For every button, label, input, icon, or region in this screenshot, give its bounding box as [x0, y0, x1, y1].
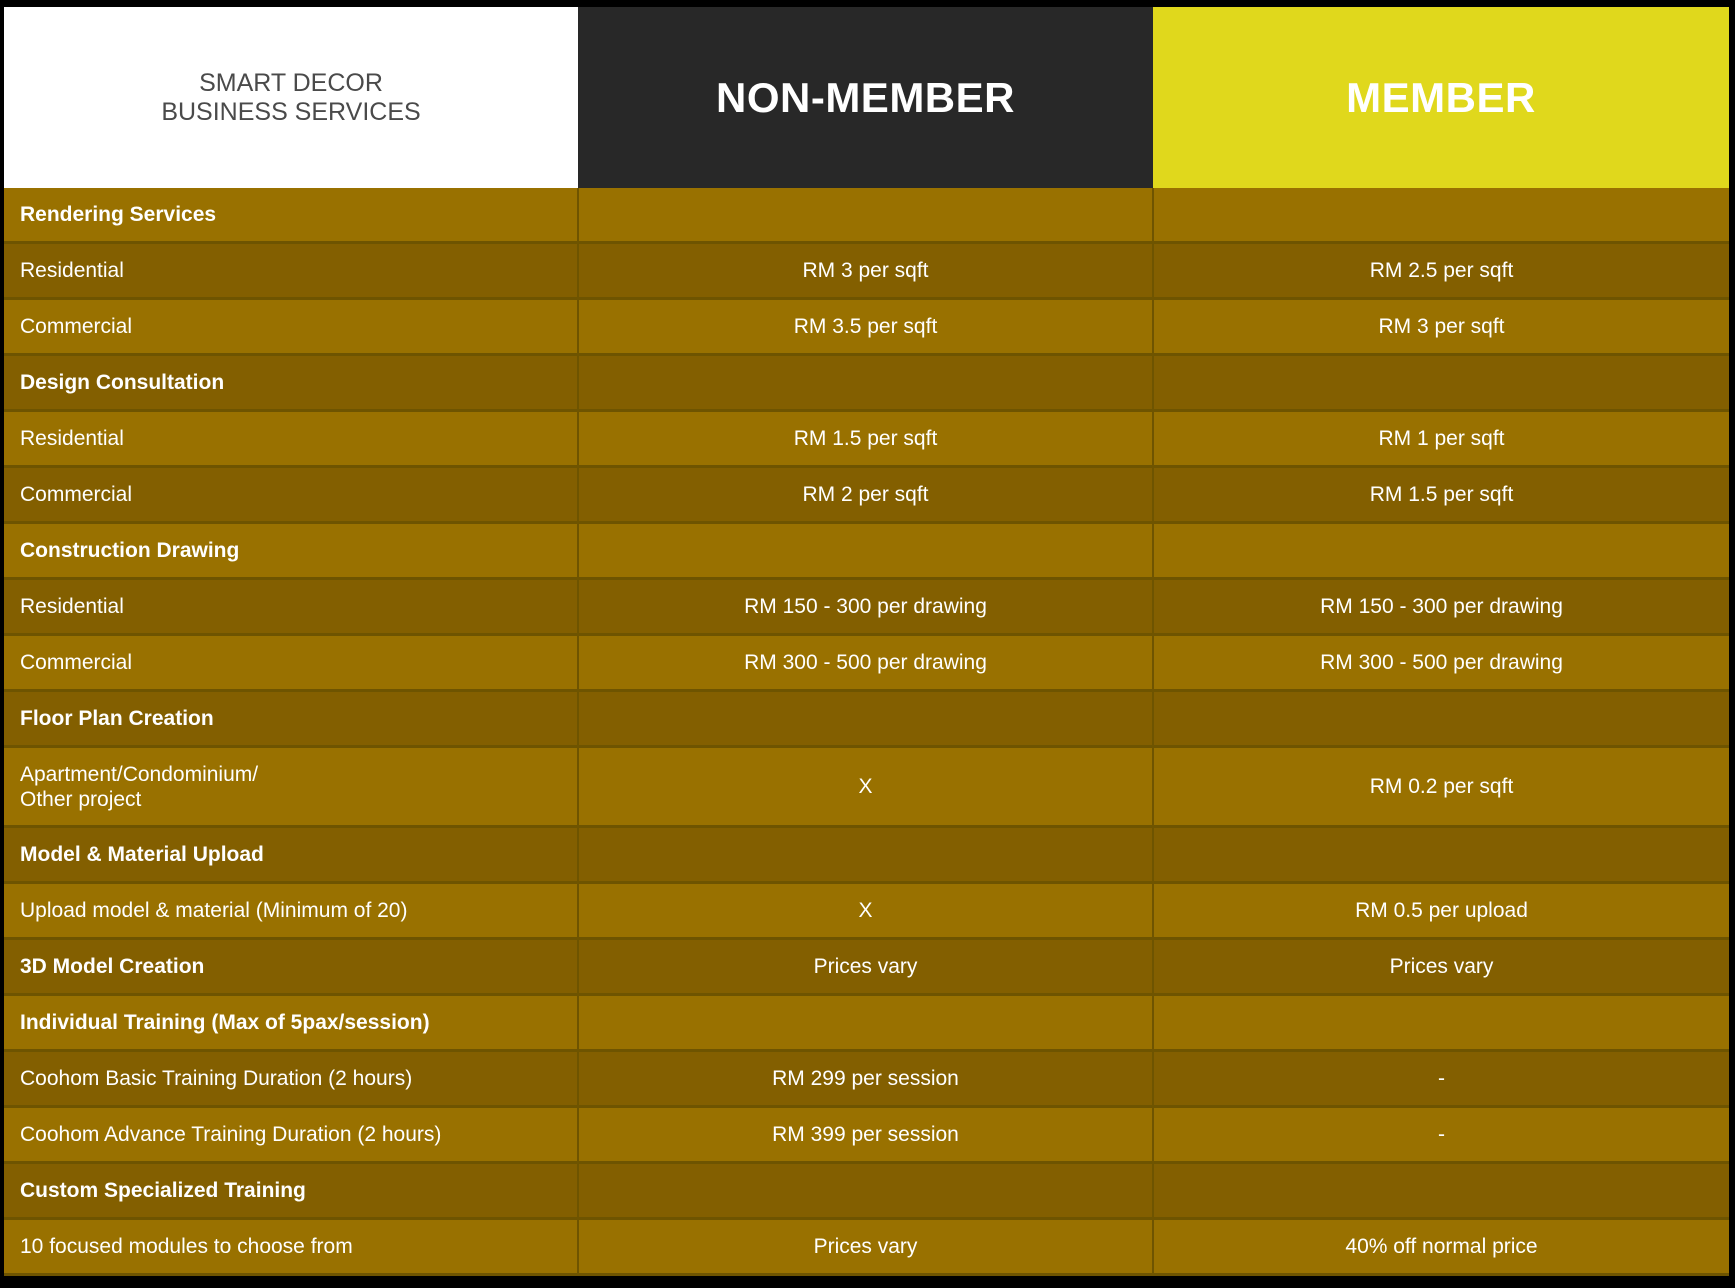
non-member-price [578, 691, 1153, 747]
table-row [4, 1107, 1729, 1163]
member-price [1153, 355, 1729, 411]
member-header: MEMBER [1153, 7, 1729, 188]
member-price: - [1153, 1051, 1729, 1107]
section-label: Custom Specialized Training [4, 1163, 578, 1219]
section-row [4, 188, 1729, 243]
member-price: RM 1.5 per sqft [1153, 467, 1729, 523]
table-row [4, 299, 1729, 355]
section-label: Individual Training (Max of 5pax/session) [4, 995, 578, 1051]
non-member-price: Prices vary [578, 1219, 1153, 1275]
table-row [4, 1219, 1729, 1275]
non-member-price [578, 1163, 1153, 1219]
member-price [1153, 523, 1729, 579]
service-label: Residential [4, 579, 578, 635]
service-label: Commercial [4, 299, 578, 355]
section-label: Rendering Services [4, 188, 578, 243]
member-price [1153, 827, 1729, 883]
section-row [4, 355, 1729, 411]
member-price: RM 0.2 per sqft [1153, 747, 1729, 827]
service-label: Upload model & material (Minimum of 20) [4, 883, 578, 939]
non-member-header: NON-MEMBER [578, 7, 1153, 188]
member-price: 40% off normal price [1153, 1219, 1729, 1275]
member-price: RM 1 per sqft [1153, 411, 1729, 467]
section-row [4, 827, 1729, 883]
member-price [1153, 995, 1729, 1051]
brand-line-1: SMART DECOR [199, 68, 383, 97]
non-member-price: Prices vary [578, 939, 1153, 995]
table-row [4, 467, 1729, 523]
table-row [4, 747, 1729, 827]
table-row [4, 883, 1729, 939]
header-row [4, 7, 1729, 188]
member-price: Prices vary [1153, 939, 1729, 995]
non-member-price [578, 523, 1153, 579]
table-row [4, 411, 1729, 467]
section-label: Floor Plan Creation [4, 691, 578, 747]
section-row [4, 1163, 1729, 1219]
service-label: Commercial [4, 467, 578, 523]
non-member-price: RM 299 per session [578, 1051, 1153, 1107]
service-label: Apartment/Condominium/ Other project [4, 747, 578, 827]
non-member-price: X [578, 883, 1153, 939]
non-member-price: X [578, 747, 1153, 827]
member-price: RM 150 - 300 per drawing [1153, 579, 1729, 635]
non-member-price [578, 355, 1153, 411]
non-member-price: RM 3.5 per sqft [578, 299, 1153, 355]
section-row [4, 523, 1729, 579]
non-member-price: RM 3 per sqft [578, 243, 1153, 299]
non-member-price [578, 827, 1153, 883]
service-label: 10 focused modules to choose from [4, 1219, 578, 1275]
member-price: RM 300 - 500 per drawing [1153, 635, 1729, 691]
member-price [1153, 1163, 1729, 1219]
table-row [4, 1051, 1729, 1107]
non-member-price: RM 2 per sqft [578, 467, 1153, 523]
service-label: Commercial [4, 635, 578, 691]
section-label: Construction Drawing [4, 523, 578, 579]
section-row [4, 995, 1729, 1051]
service-label: Residential [4, 243, 578, 299]
brand-header [4, 7, 578, 188]
table-row [4, 243, 1729, 299]
section-row [4, 939, 1729, 995]
section-label: 3D Model Creation [4, 939, 578, 995]
non-member-price: RM 300 - 500 per drawing [578, 635, 1153, 691]
member-price: RM 0.5 per upload [1153, 883, 1729, 939]
member-price [1153, 188, 1729, 243]
pricing-table [4, 7, 1729, 1276]
non-member-price: RM 399 per session [578, 1107, 1153, 1163]
member-price [1153, 691, 1729, 747]
service-label: Coohom Basic Training Duration (2 hours) [4, 1051, 578, 1107]
member-price: RM 2.5 per sqft [1153, 243, 1729, 299]
non-member-price: RM 1.5 per sqft [578, 411, 1153, 467]
non-member-price: RM 150 - 300 per drawing [578, 579, 1153, 635]
pricing-table-container [4, 7, 1729, 1277]
non-member-price [578, 188, 1153, 243]
section-row [4, 691, 1729, 747]
table-row [4, 635, 1729, 691]
section-label: Model & Material Upload [4, 827, 578, 883]
service-label: Coohom Advance Training Duration (2 hours) [4, 1107, 578, 1163]
table-row [4, 579, 1729, 635]
service-label: Residential [4, 411, 578, 467]
member-price: - [1153, 1107, 1729, 1163]
section-label: Design Consultation [4, 355, 578, 411]
brand-line-2: BUSINESS SERVICES [161, 97, 421, 126]
non-member-price [578, 995, 1153, 1051]
member-price: RM 3 per sqft [1153, 299, 1729, 355]
